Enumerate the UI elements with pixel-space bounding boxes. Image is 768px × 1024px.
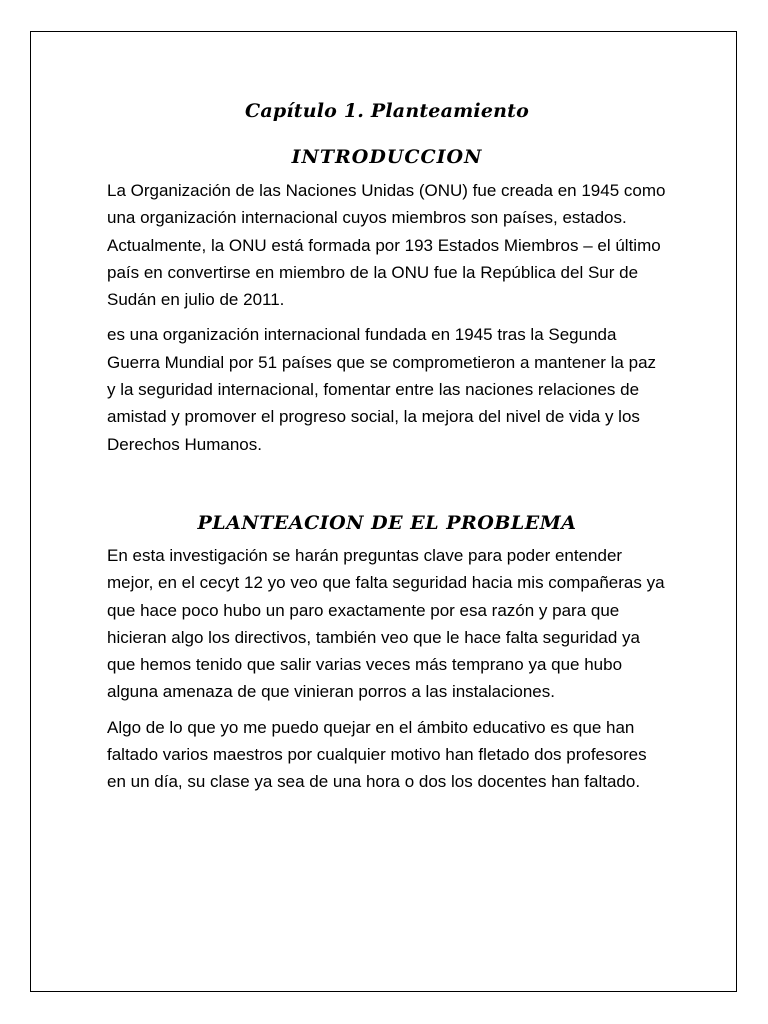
paragraph: En esta investigación se harán preguntas clave para poder entender mejor, en el cecyt 12 yo veo que falta seguridad hacia mis compañeras ya que hace poco hubo un paro exactamente por esa razón y para que hicieran algo los directivos, también veo que le hace falta seguridad ya que hemos tenido que salir varias veces más temprano ya que hubo alguna amenaza de que vinieran porros a las instalaciones. [107, 545, 665, 702]
introduction-heading: INTRODUCCION [291, 146, 483, 168]
chapter-title: Capítulo 1. Planteamiento [245, 100, 529, 122]
problem-body [107, 542, 667, 796]
document-content [107, 100, 667, 796]
paragraph: es una organización internacional fundada en 1945 tras la Segunda Guerra Mundial por 51 países que se comprometieron a mantener la paz y la seguridad internacional, fomentar entre las naciones relaciones de amistad y promover el progreso social, la mejora del nivel de vida y los Derechos Humanos. [107, 325, 657, 454]
introduction-body [107, 177, 667, 458]
problem-heading: PLANTEACION DE EL PROBLEMA [197, 511, 577, 534]
document-page [30, 31, 737, 992]
paragraph: Algo de lo que yo me puedo quejar en el ámbito educativo es que han faltado varios maestros por cualquier motivo han fletado dos profesores en un día, su clase ya sea de una hora o dos los docentes han faltado. [107, 717, 647, 792]
paragraph: La Organización de las Naciones Unidas (ONU) fue creada en 1945 como una organización internacional cuyos miembros son países, estados. Actualmente, la ONU está formada por 193 Estados Miembros – el último país en convertirse en miembro de la ONU fue la República del Sur de Sudán en julio de 2011. [107, 181, 666, 310]
